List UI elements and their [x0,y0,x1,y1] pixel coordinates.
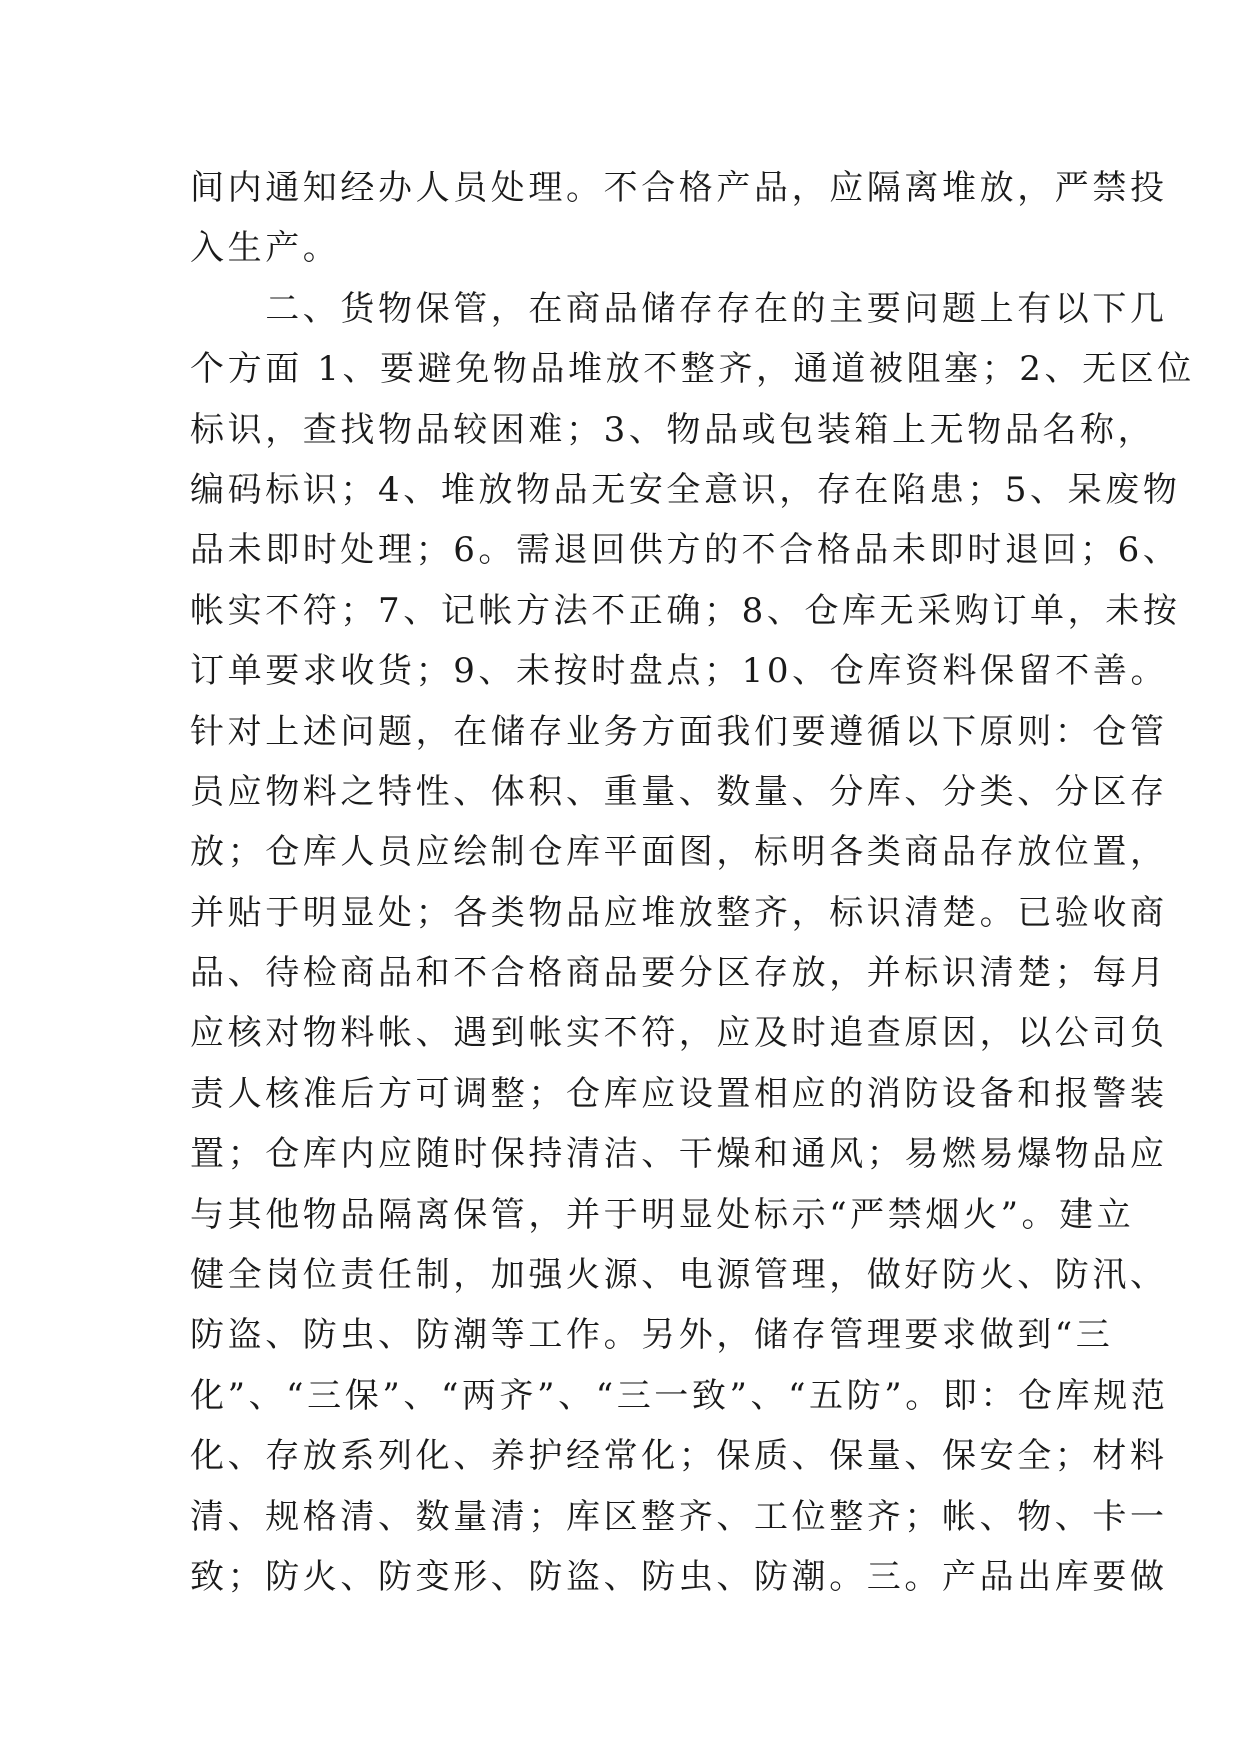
text-line: 针对上述问题，在储存业务方面我们要遵循以下原则：仓管 [190,711,1168,752]
text-line: 员应物料之特性、体积、重量、数量、分库、分类、分区存 [190,771,1168,812]
text-line: 并贴于明显处；各类物品应堆放整齐，标识清楚。已验收商 [190,892,1168,933]
text-line: 品未即时处理；6。需退回供方的不合格品未即时退回；6、 [190,530,1181,571]
text-line: 个方面 1、要避免物品堆放不整齐，通道被阻塞；2、无区位 [190,349,1195,390]
text-line: 防盗、防虫、防潮等工作。另外，储存管理要求做到“三 [190,1315,1114,1356]
text-line: 间内通知经办人员处理。不合格产品，应隔离堆放，严禁投 [190,168,1168,208]
text-line: 置；仓库内应随时保持清洁、干燥和通风；易燃易爆物品应 [190,1134,1168,1175]
text-line: 编码标识；4、堆放物品无安全意识，存在陷患；5、呆废物 [190,469,1181,510]
text-line: 健全岗位责任制，加强火源、电源管理，做好防火、防汛、 [190,1255,1168,1296]
text-line: 帐实不符；7、记帐方法不正确；8、仓库无采购订单，未按 [190,590,1181,631]
text-line: 化”、“三保”、“两齐”、“三一致”、“五防”。即：仓库规范 [190,1375,1169,1416]
text-line: 致；防火、防变形、防盗、防虫、防潮。三。产品出库要做 [190,1556,1168,1597]
text-line: 责人核准后方可调整；仓库应设置相应的消防设备和报警装 [190,1073,1168,1114]
text-line: 订单要求收货；9、未按时盘点；10、仓库资料保留不善。 [190,651,1169,692]
text-line: 标识，查找物品较困难；3、物品或包装箱上无物品名称， [190,409,1156,450]
text-line: 放；仓库人员应绘制仓库平面图，标明各类商品存放位置， [190,832,1168,873]
text-line: 入生产。 [190,228,341,269]
text-line: 化、存放系列化、养护经常化；保质、保量、保安全；材料 [190,1436,1168,1477]
text-line: 与其他物品隔离保管，并于明显处标示“严禁烟火”。建立 [190,1194,1135,1235]
text-line: 清、规格清、数量清；库区整齐、工位整齐；帐、物、卡一 [190,1496,1168,1537]
text-line: 应核对物料帐、遇到帐实不符，应及时追查原因，以公司负 [190,1013,1168,1054]
text-line: 品、待检商品和不合格商品要分区存放，并标识清楚；每月 [190,953,1168,994]
text-line: 二、货物保管，在商品储存存在的主要问题上有以下几 [190,288,1168,329]
body-text [190,158,1195,1607]
